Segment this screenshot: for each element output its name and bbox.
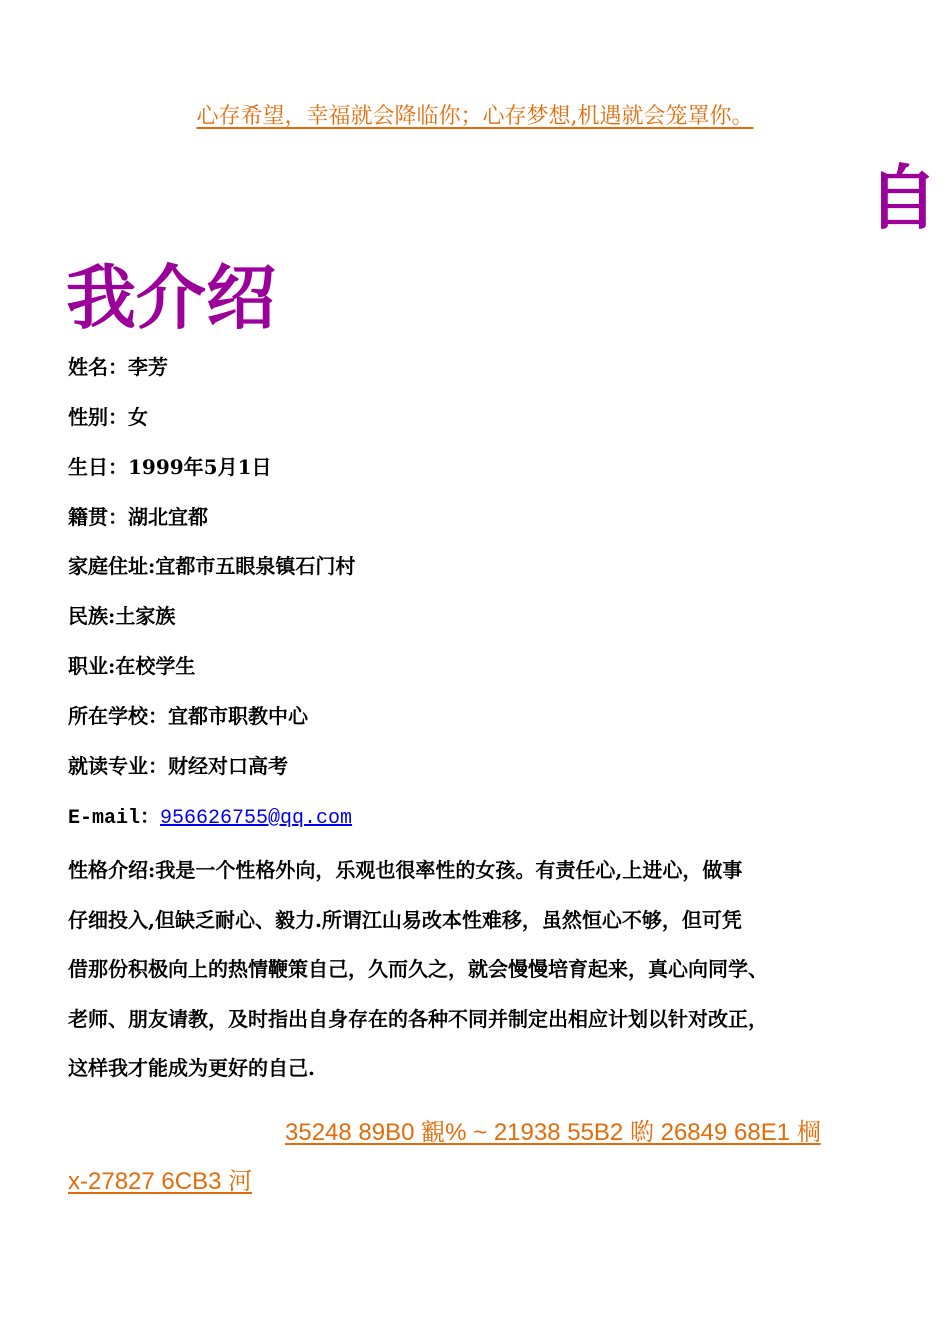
field-label: 民族: bbox=[68, 604, 116, 628]
field-major bbox=[68, 751, 288, 781]
footer-code-line-2 bbox=[68, 1165, 252, 1199]
header-motto bbox=[0, 101, 950, 133]
field-school bbox=[68, 701, 308, 731]
field-value: 1999年5月1日 bbox=[128, 455, 272, 479]
field-address bbox=[68, 551, 355, 581]
field-value: 土家族 bbox=[115, 604, 176, 628]
footer-code-text: x-27827 6CB3 河 bbox=[68, 1168, 253, 1195]
footer-code-line-1 bbox=[285, 1116, 821, 1150]
field-label: 家庭住址: bbox=[68, 554, 156, 578]
field-label: 所在学校： bbox=[68, 704, 168, 728]
field-label: 生日： bbox=[68, 455, 128, 479]
bio-line: 性格介绍:我是一个性格外向，乐观也很率性的女孩。有责任心,上进心，做事 bbox=[68, 858, 743, 882]
field-label: 性别： bbox=[68, 405, 128, 429]
field-value: 宜都市职教中心 bbox=[168, 704, 308, 728]
field-value: 女 bbox=[128, 405, 148, 429]
field-value: 财经对口高考 bbox=[168, 754, 288, 778]
header-motto-text: 心存希望，幸福就会降临你；心存梦想,机遇就会笼罩你。 bbox=[196, 104, 754, 129]
field-label: 籍贯： bbox=[68, 505, 128, 529]
field-birthday bbox=[68, 452, 272, 482]
page-title-first-char: 自 bbox=[868, 157, 938, 239]
bio-line: 这样我才能成为更好的自己. bbox=[68, 1056, 315, 1080]
field-label: E-mail： bbox=[68, 807, 161, 830]
bio-line: 仔细投入,但缺乏耐心、毅力.所谓江山易改本性难移，虽然恒心不够，但可凭 bbox=[68, 907, 742, 932]
field-name bbox=[68, 352, 168, 382]
footer-code-text: 35248 89B0 覾% ~ 21938 55B2 喲 26849 68E1 棡 bbox=[285, 1119, 821, 1146]
field-value: 湖北宜都 bbox=[128, 505, 208, 529]
field-occupation bbox=[68, 651, 195, 681]
bio-line: 老师、朋友请教，及时指出自身存在的各种不同并制定出相应计划以针对改正， bbox=[68, 1006, 768, 1031]
field-label: 就读专业： bbox=[68, 754, 168, 778]
field-gender bbox=[68, 402, 148, 432]
email-link[interactable]: 956626755@qq.com bbox=[160, 807, 353, 830]
personality-intro bbox=[68, 846, 898, 1094]
field-email bbox=[68, 801, 352, 834]
bio-line: 借那份积极向上的热情鞭策自己，久而久之，就会慢慢培育起来，真心向同学、 bbox=[68, 957, 768, 981]
field-hometown bbox=[68, 502, 208, 532]
field-label: 职业: bbox=[68, 654, 116, 678]
field-value: 李芳 bbox=[128, 355, 168, 379]
page-title: 我介绍 bbox=[66, 257, 276, 339]
field-value: 宜都市五眼泉镇石门村 bbox=[155, 554, 356, 578]
field-ethnicity bbox=[68, 601, 175, 631]
field-label: 姓名： bbox=[68, 355, 128, 379]
field-value: 在校学生 bbox=[115, 654, 196, 678]
